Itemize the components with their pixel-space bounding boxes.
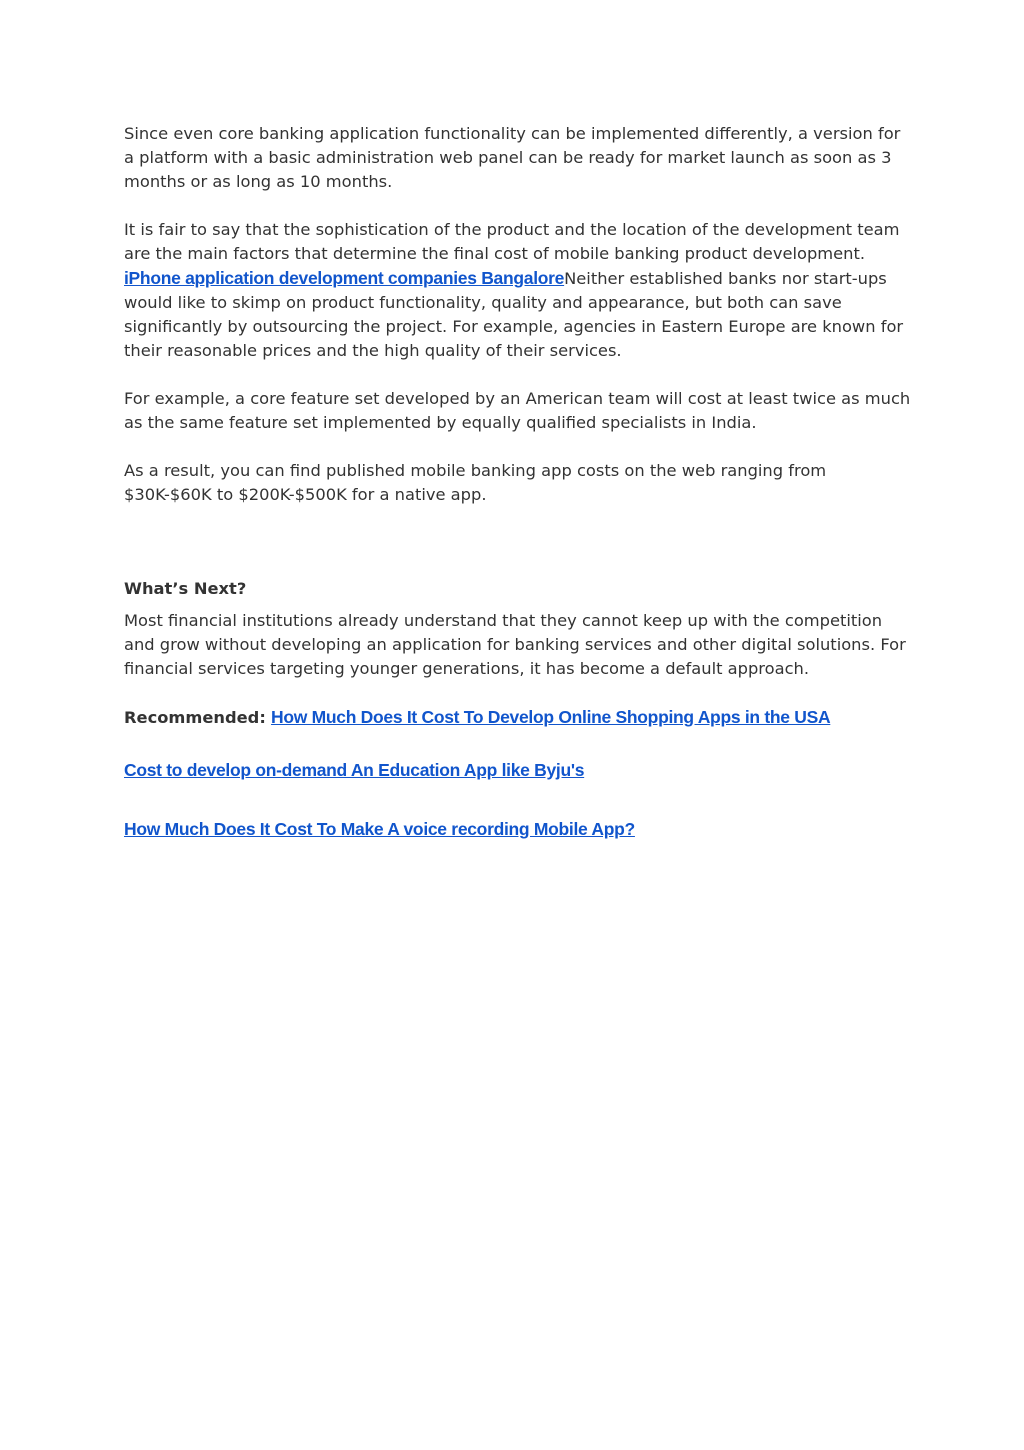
document-page bbox=[124, 122, 914, 876]
education-app-link-line bbox=[124, 758, 914, 783]
recommended-label: Recommended: bbox=[124, 708, 266, 727]
voice-recording-link-line bbox=[124, 817, 914, 842]
paragraph-cost-range: As a result, you can find published mobile banking app costs on the web ranging from $30K-$60K to $200K-$500K for a native app. bbox=[124, 461, 827, 504]
iphone-development-bangalore-link[interactable]: iPhone application development companies Bangalore bbox=[124, 268, 565, 288]
paragraph-regional-cost: For example, a core feature set developed by an American team will cost at least twice as much as the same feature set implemented by equally qualified specialists in India. bbox=[124, 389, 911, 432]
paragraph-cost-factors bbox=[124, 218, 914, 363]
paragraph-whats-next: Most financial institutions already understand that they cannot keep up with the competition and grow without developing an application for banking services and other digital solutions. For financial services targeting younger generations, it has become a default approach. bbox=[124, 611, 906, 678]
education-app-cost-link[interactable]: Cost to develop on-demand An Education App like Byju's bbox=[124, 760, 585, 780]
recommended-line bbox=[124, 705, 914, 730]
voice-recording-app-cost-link[interactable]: How Much Does It Cost To Make A voice recording Mobile App? bbox=[124, 819, 635, 839]
shopping-apps-cost-link[interactable]: How Much Does It Cost To Develop Online Shopping Apps in the USA bbox=[271, 707, 831, 727]
paragraph-cost-factors-text-end: Neither established banks nor start-ups would like to skimp on product functionality, quality and appearance, but both can save significantly by outsourcing the project. For example, agencies in Eastern Europe are known for their reasonable prices and the high quality of their services. bbox=[124, 269, 904, 360]
whats-next-heading: What’s Next? bbox=[124, 579, 247, 598]
paragraph-cost-factors-text-start: It is fair to say that the sophistication of the product and the location of the development team are the main factors that determine the final cost of mobile banking product development. bbox=[124, 220, 900, 263]
paragraph-timeline: Since even core banking application functionality can be implemented differently, a version for a platform with a basic administration web panel can be ready for market launch as soon as 3 months or as long as 10 months. bbox=[124, 124, 901, 191]
